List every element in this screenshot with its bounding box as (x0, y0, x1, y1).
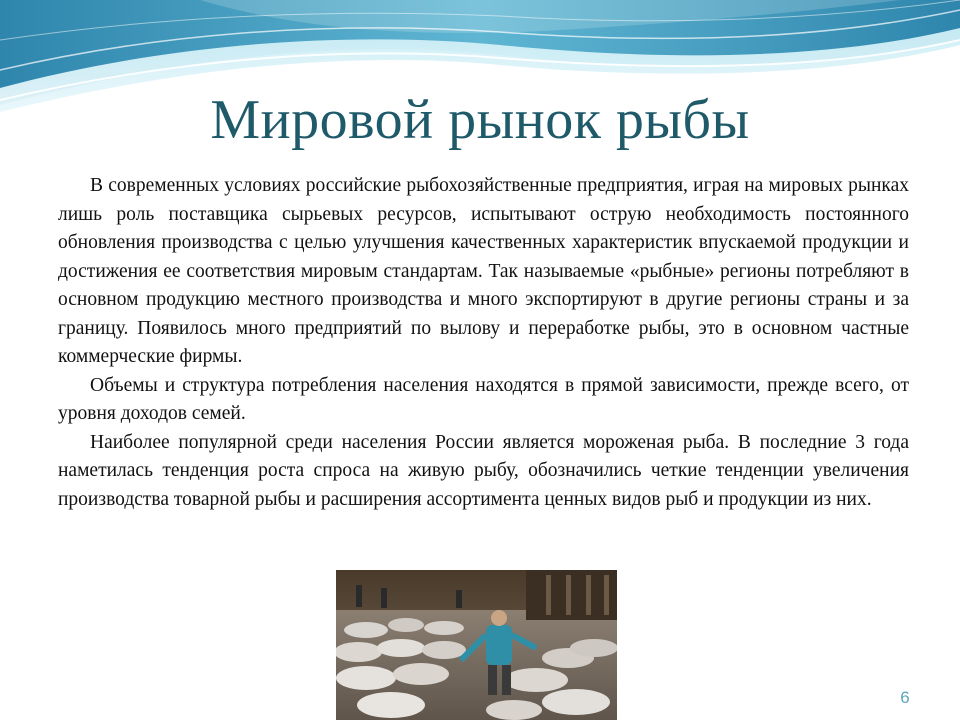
paragraph-2: Объемы и структура потребления населения находятся в прямой зависимости, прежде всего, от уровня доходов семей. (58, 374, 909, 424)
paragraph-1: В современных условиях российские рыбохозяйственные предприятия, играя на мировых рынках лишь роль поставщика сырьевых ресурсов, испытывают острую необходимость постоянного обновления производства с целью улучшения качественных характеристик впускаемой продукции и достижения ее соответствия мировым стандартам. Так называемые «рыбные» регионы потребляют в основном продукцию местного производства и много экспортируют в другие регионы страны и за границу. Появилось много предприятий по вылову и переработке рыбы, это в основном частные коммерческие фирмы. (58, 175, 909, 367)
page-number: 6 (900, 688, 910, 707)
body-text (58, 172, 909, 514)
fish-market-photo (336, 570, 617, 720)
paragraph-3: Наиболее популярной среди населения России является мороженая рыба. В последние 3 года наметилась тенденция роста спроса на живую рыбу, обозначились четкие тенденции увеличения производства товарной рыбы и расширения ассортимента ценных видов рыб и продукции из них. (58, 431, 909, 510)
slide-title: Мировой рынок рыбы (210, 89, 750, 151)
